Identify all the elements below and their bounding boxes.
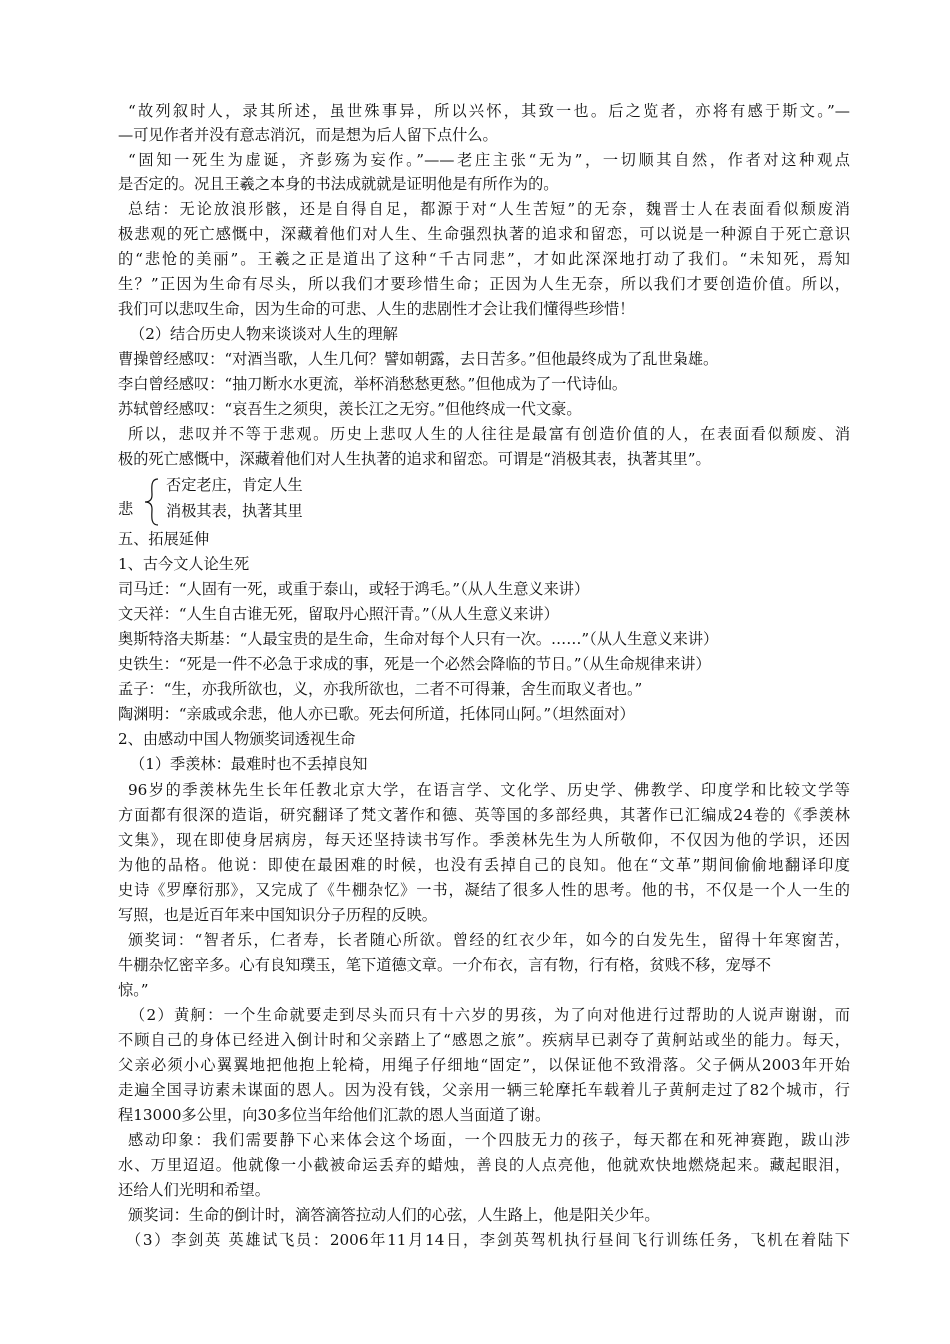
paragraph-line: 牛棚杂忆密辛多。心有良知璞玉，笔下道德文章。一介布衣，言有物，行有格，贫贱不移，宠辱不 [118,956,772,974]
paragraph-line: 极的死亡感慨中，深藏着他们对人生执著的追求和留恋。可谓是“消极其表，执著其里”。 [118,450,711,468]
paragraph-line: “固知一死生为虚诞，齐彭殇为妄作。”——老庄主张“无为”，一切顺其自然，作者对这种观点 [128,151,850,169]
paragraph-line: —可见作者并没有意志消沉，而是想为后人留下点什么。 [118,126,498,144]
paragraph-line: 的“悲怆的美丽”。王羲之正是道出了这种“千古同悲”，才如此深深地打动了我们。“未知死，焉知 [118,250,850,268]
paragraph-line: 是否定的。况且王羲之本身的书法成就就是证明他是有所作为的。 [118,175,559,193]
paragraph-line: （2）黄舸：一个生命就要走到尽头而只有十六岁的男孩，为了向对他进行过帮助的人说声谢谢，而 [130,1006,850,1024]
paragraph-line: （3）李剑英 英雄试飞员：2006年11月14日，李剑英驾机执行昼间飞行训练任务，飞机在着陆下 [126,1231,850,1249]
paragraph-line: 96岁的季羡林先生长年任教北京大学，在语言学、文化学、历史学、佛教学、印度学和比较文学等 [128,781,850,799]
paragraph-line: 文集》，现在即使身居病房，每天还坚持读书写作。季羡林先生为人所敬仰，不仅因为他的学识，还因 [118,831,850,849]
quote-line: 孟子：“生，亦我所欲也，义，亦我所欲也，二者不可得兼，舍生而取义者也。” [118,680,643,698]
paragraph-line: 还给人们光明和希望。 [118,1181,270,1199]
paragraph-line: 颁奖词：生命的倒计时，滴答滴答拉动人们的心弦，人生路上，他是阳关少年。 [128,1206,660,1224]
quote-line: 陶渊明：“亲戚或余悲，他人亦已歌。死去何所道，托体同山阿。”（坦然面对） [118,705,635,723]
brace-item: 消极其表，执著其里 [166,502,303,520]
quote-line: 史铁生：“死是一件不必急于求成的事，死是一个必然会降临的节日。”（从生命规律来讲） [118,655,711,673]
paragraph-line: 曹操曾经感叹：“对酒当歌，人生几何？譬如朝露，去日苦多。”但他最终成为了乱世枭雄。 [118,350,719,368]
section-heading: 五、拓展延伸 [118,530,210,548]
paragraph-line: 不顾自己的身体已经进入倒计时和父亲踏上了“感恩之旅”。疾病早已剥夺了黄舸站或坐的能力。每天， [118,1031,850,1049]
paragraph-line: 走遍全国寻访素未谋面的恩人。因为没有钱，父亲用一辆三轮摩托车载着儿子黄舸走过了82个城市，行 [118,1081,850,1099]
paragraph-line: 水、万里迢迢。他就像一小截被命运丢弃的蜡烛，善良的人点亮他，他就欢快地燃烧起来。藏起眼泪， [118,1156,850,1174]
brace-item: 否定老庄，肯定人生 [166,476,303,494]
paragraph-line: 颁奖词：“智者乐，仁者寿，长者随心所欲。曾经的红衣少年，如今的白发先生，留得十年寒窗苦， [128,931,850,949]
paragraph-line: 我们可以悲叹生命，因为生命的可悲、人生的悲剧性才会让我们懂得些珍惜！ [118,300,635,318]
paragraph-line: 程13000多公里，向30多位当年给他们汇款的恩人当面道了谢。 [118,1106,551,1124]
quote-line: 奥斯特洛夫斯基：“人最宝贵的是生命，生命对每个人只有一次。……”（从人生意义来讲） [118,630,719,648]
paragraph-line: 史诗《罗摩衍那》，又完成了《牛棚杂忆》一书，凝结了很多人性的思考。他的书，不仅是一个人一生的 [118,881,850,899]
quote-line: 文天祥：“人生自古谁无死，留取丹心照汗青。”（从人生意义来讲） [118,605,559,623]
paragraph-line: 生？”正因为生命有尽头，所以我们才要珍惜生命；正因为人生无奈，所以我们才要创造价值。所以， [118,275,850,293]
paragraph-line: “故列叙时人，录其所述，虽世殊事异，所以兴怀，其致一也。后之览者，亦将有感于斯文。”— [128,102,850,120]
paragraph-line: 所以，悲叹并不等于悲观。历史上悲叹人生的人往往是最富有创造价值的人，在表面看似颓废、消 [128,425,850,443]
paragraph-line: 为他的品格。他说：即使在最困难的时候，也没有丢掉自己的良知。他在“文革”期间偷偷地翻译印度 [118,856,850,874]
paragraph-line: 感动印象：我们需要静下心来体会这个场面，一个四肢无力的孩子，每天都在和死神赛跑，跋山涉 [128,1131,850,1149]
subsection-heading: （1）季羡林：最难时也不丢掉良知 [130,755,368,773]
quote-line: 司马迁：“人固有一死，或重于泰山，或轻于鸿毛。”（从人生意义来讲） [118,580,590,598]
paragraph-line: 惊。” [118,981,149,999]
paragraph-line: 李白曾经感叹：“抽刀断水水更流，举杯消愁愁更愁。”但他成为了一代诗仙。 [118,375,628,393]
paragraph-line: 总结：无论放浪形骸，还是自得自足，都源于对“人生苦短”的无奈，魏晋士人在表面看似颓废消 [128,200,850,218]
subsection-heading: 2、由感动中国人物颁奖词透视生命 [118,730,356,748]
paragraph-line: 极悲观的死亡感慨中，深藏着他们对人生、生命强烈执著的追求和留恋，可以说是一种源自于死亡意识 [118,225,850,243]
paragraph-line: 写照，也是近百年来中国知识分子历程的反映。 [118,906,437,924]
paragraph-line: 苏轼曾经感叹：“哀吾生之须臾，羡长江之无穷。”但他终成一代文豪。 [118,400,582,418]
section-heading: （2）结合历史人物来谈谈对人生的理解 [130,325,398,343]
paragraph-line: 父亲必须小心翼翼地把他抱上轮椅，用绳子仔细地“固定”，以保证他不致滑落。父子俩从2003年开始 [118,1056,850,1074]
curly-brace-icon [142,477,162,527]
brace-label: 悲 [118,500,134,518]
brace-summary [118,473,418,529]
subsection-heading: 1、古今文人论生死 [118,555,250,573]
paragraph-line: 方面都有很深的造诣，研究翻译了梵文著作和德、英等国的多部经典，其著作已汇编成24卷的《季羡林 [118,806,850,824]
